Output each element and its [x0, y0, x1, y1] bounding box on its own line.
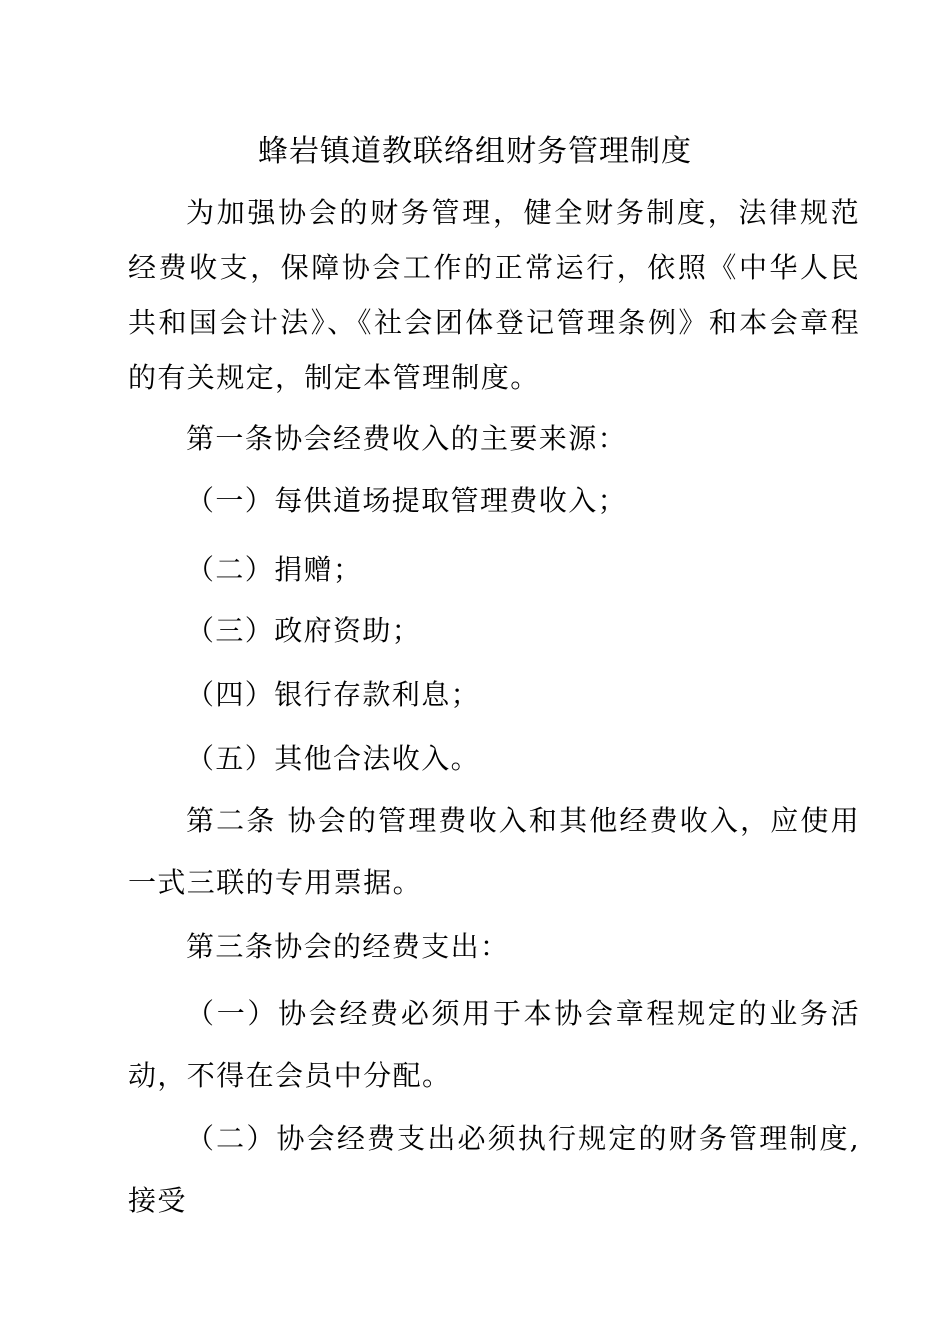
paragraph-article-3: 第三条协会的经费支出： — [186, 930, 510, 963]
paragraph-preamble: 为加强协会的财务管理，健全财务制度，法律规范经费收支，保障协会工作的正常运行，依照《中华人民共和国会计法》、《社会团体登记管理条例》和本会章程的有关规定，制定本管理制度。 — [128, 196, 860, 394]
list-item-income-4: （四）银行存款利息； — [186, 678, 481, 711]
list-item-income-1: （一）每供道场提取管理费收入； — [186, 484, 628, 517]
list-item-income-3: （三）政府资助； — [186, 614, 422, 647]
paragraph-article-2: 第二条 协会的管理费收入和其他经费收入，应使用一式三联的专用票据。 — [128, 804, 860, 899]
list-item-income-2: （二）捐赠； — [186, 553, 363, 586]
list-item-income-5: （五）其他合法收入。 — [186, 742, 481, 775]
list-item-expense-2: （二）协会经费支出必须执行规定的财务管理制度,接受 — [128, 1122, 860, 1217]
list-item-expense-1: （一）协会经费必须用于本协会章程规定的业务活动，不得在会员中分配。 — [128, 997, 860, 1092]
paragraph-article-1: 第一条协会经费收入的主要来源： — [186, 422, 628, 455]
document-title: 蜂岩镇道教联络组财务管理制度 — [258, 134, 692, 169]
